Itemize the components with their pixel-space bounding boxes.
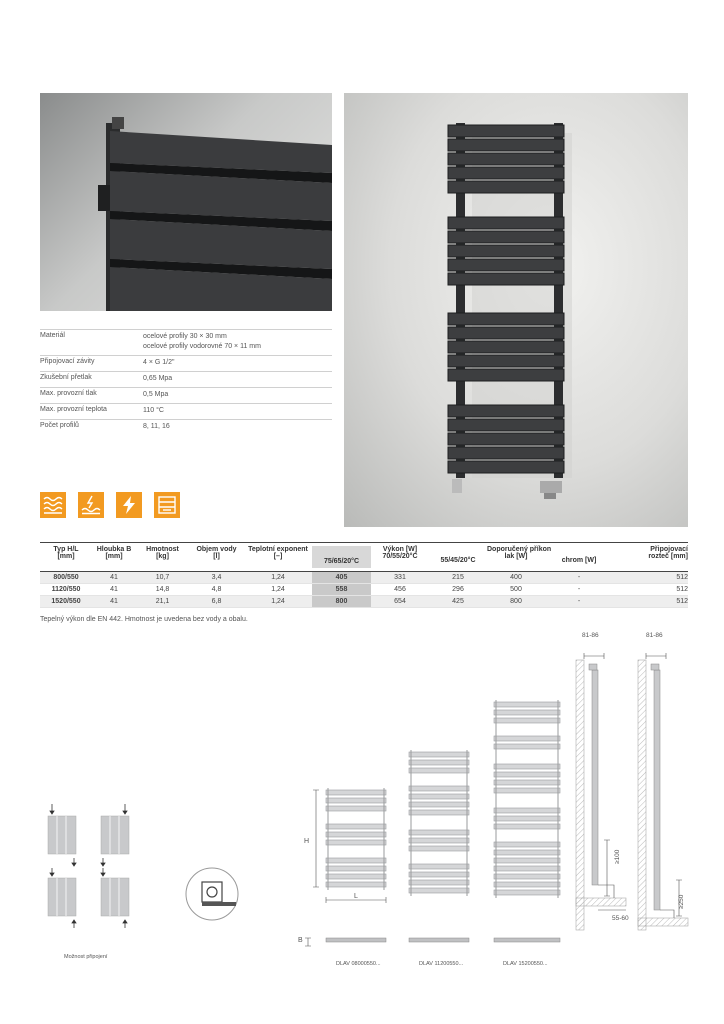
feature-icons [40, 492, 180, 518]
model-label-1520: DLAV 15200550... [503, 961, 548, 967]
spec-value: 0,65 Mpa [143, 375, 173, 382]
col-hmotnost: Hmotnost [146, 546, 179, 553]
col-hloubka: Hloubka B [96, 546, 132, 553]
side-dim-top2: 81-86 [646, 632, 663, 639]
connection-options-diagram [46, 802, 146, 942]
spec-value: 110 °C [143, 407, 164, 414]
photo-radiator-closeup [40, 93, 332, 311]
dim-l-label: L [354, 893, 358, 900]
col-roztec: Připojovací [650, 546, 688, 553]
table-note: Tepelný výkon dle EN 442. Hmotnost je uvedena bez vody a obalu. [40, 616, 248, 623]
col-chrom: chrom [W] [561, 557, 597, 564]
col-exponent: Teplotní exponent [248, 546, 308, 553]
electric-icon [116, 492, 142, 518]
dim-h-label: H [304, 838, 310, 845]
table-row: 800/550 41 10,7 3,4 1,24 405 331 215 400 - 512 [40, 572, 688, 584]
model-label-1120: DLAV 11200550... [419, 961, 464, 967]
col-t3: 55/45/20°C [440, 557, 476, 564]
spec-row [40, 403, 332, 419]
table-row: 1520/550 41 21,1 6,8 1,24 800 654 425 800 - 512 [40, 596, 688, 608]
side-dim-5560: 55-60 [612, 915, 629, 922]
spec-row [40, 419, 332, 435]
connection-caption: Možnost připojení [64, 954, 108, 960]
col-prikon: Doporučený příkon [487, 546, 552, 553]
dim-b-label: B [298, 937, 303, 944]
spec-label: Počet profilů [40, 422, 79, 429]
table-header: Typ H/L [mm] Hloubka B [mm] Hmotnost [kg] Objem vody [l] Teplotní exponent [–] 75/65/20°C Výkon [W] 70/55/20°C 55/45/20°C Doporučený příkon lak [W] chrom [W] Připojovací rozteč [mm] [40, 542, 688, 572]
col-typ: Typ H/L [53, 546, 79, 553]
spec-value: 4 × G 1/2" [143, 359, 175, 366]
spec-value: ocelové profily 30 × 30 mm ocelové profily vodorovné 70 × 11 mm [143, 333, 261, 350]
side-dim-top1: 81-86 [582, 632, 599, 639]
photo-radiator-full [344, 93, 688, 527]
spec-row [40, 329, 332, 355]
spec-label: Zkušební přetlak [40, 374, 92, 381]
performance-table [40, 542, 688, 608]
spec-table [40, 329, 332, 435]
dimension-drawings [296, 690, 576, 950]
connection-detail-icon [184, 866, 240, 927]
electric-water-icon [78, 492, 104, 518]
model-label-800: DLAV 08000550... [336, 961, 381, 967]
col-t1: 75/65/20°C [312, 546, 371, 568]
spec-row [40, 355, 332, 371]
spec-row [40, 371, 332, 387]
spec-value: 8, 11, 16 [143, 423, 170, 430]
side-dim-250: ≥250 [678, 894, 685, 909]
spec-label: Připojovací závity [40, 358, 95, 365]
spec-row [40, 387, 332, 403]
spec-label: Max. provozní teplota [40, 406, 107, 413]
spec-value: 0,5 Mpa [143, 391, 169, 398]
radiator-icon [154, 492, 180, 518]
spec-label: Materiál [40, 332, 65, 339]
side-dim-100: ≥100 [614, 849, 621, 864]
water-heating-icon [40, 492, 66, 518]
col-vykon: Výkon [W] [382, 546, 418, 553]
col-objem: Objem vody [196, 546, 237, 553]
table-row: 1120/550 41 14,8 4,8 1,24 558 456 296 500 - 512 [40, 584, 688, 596]
side-view-drawings [574, 640, 694, 940]
spec-label: Max. provozní tlak [40, 390, 97, 397]
